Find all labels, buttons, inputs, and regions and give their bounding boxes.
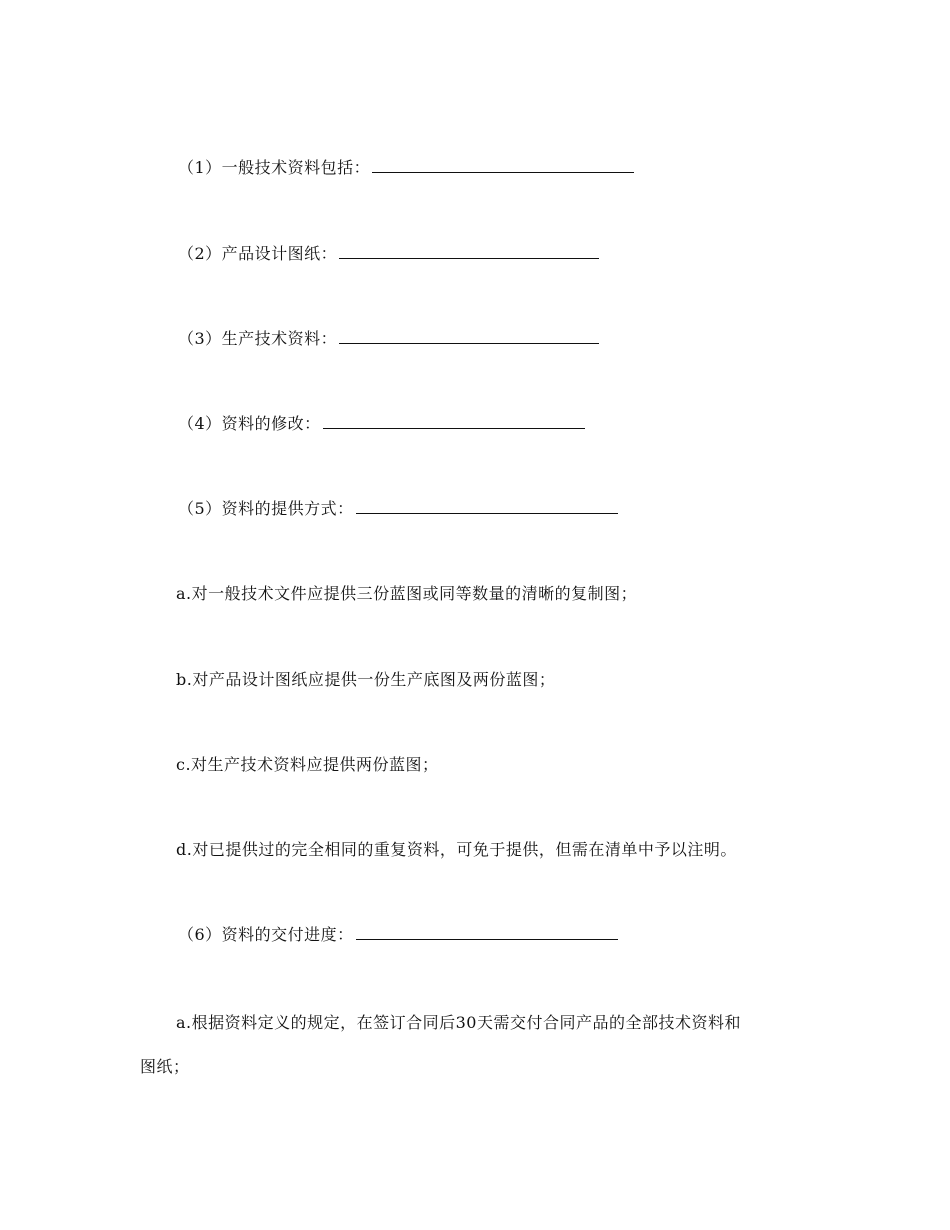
fill-in-blank[interactable] [339,244,599,259]
item-label: （5）资料的提供方式： [178,499,354,518]
item-doc-provision-method [178,499,618,519]
clause-a-general-docs: a.对一般技术文件应提供三份蓝图或同等数量的清晰的复制图； [176,584,638,603]
fill-in-blank[interactable] [372,158,634,173]
delivery-clause-a [140,1010,820,1080]
item-label: （1）一般技术资料包括： [178,158,371,177]
item-label: （6）资料的交付进度： [178,925,354,944]
item-label: （3）生产技术资料： [178,329,338,348]
item-doc-modification [178,414,585,434]
item-label: （2）产品设计图纸： [178,244,338,263]
fill-in-blank[interactable] [356,925,618,940]
clause-d-duplicate-docs: d.对已提供过的完全相同的重复资料，可免于提供，但需在清单中予以注明。 [176,840,737,859]
delivery-clause-line-2: 图纸； [140,1057,190,1076]
item-label: （4）资料的修改： [178,414,321,433]
fill-in-blank[interactable] [323,414,585,429]
fill-in-blank[interactable] [339,329,599,344]
clause-c-production-docs: c.对生产技术资料应提供两份蓝图； [176,755,439,774]
item-general-tech-docs [178,158,634,178]
fill-in-blank[interactable] [356,499,618,514]
delivery-clause-line-1: a.根据资料定义的规定，在签订合同后30天需交付合同产品的全部技术资料和 [176,1013,741,1032]
item-production-tech-docs [178,329,599,349]
item-product-design-drawings [178,244,599,264]
item-delivery-schedule [178,925,618,945]
clause-b-design-drawings: b.对产品设计图纸应提供一份生产底图及两份蓝图； [176,670,556,689]
